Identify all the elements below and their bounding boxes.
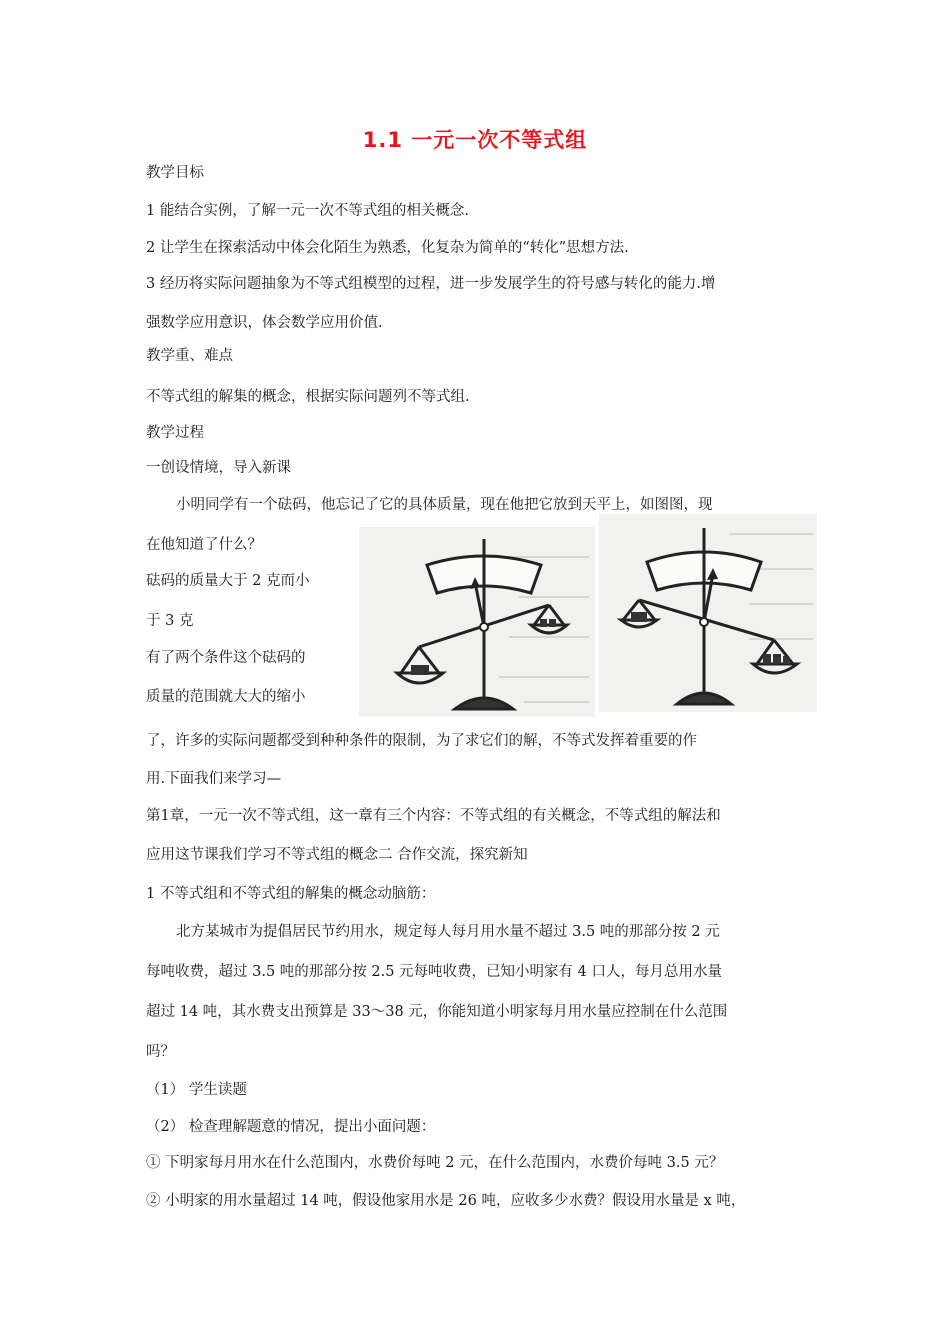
answer-line-3: 有了两个条件这个砝码的 xyxy=(146,650,306,666)
paragraph-constraints: 了，许多的实际问题都受到种种条件的限制，为了求它们的解，不等式发挥着重要的作 xyxy=(146,733,697,749)
problem-line-4: 吗？ xyxy=(146,1044,175,1060)
step-2: （2） 检查理解题意的情况，提出小面问题： xyxy=(146,1119,436,1135)
balance-scale-left-icon xyxy=(359,527,595,717)
paragraph-weight-intro: 小明同学有一个砝码，他忘记了它的具体质量，现在他把它放到天平上，如图图，现 xyxy=(176,497,713,513)
step-1: （1） 学生读题 xyxy=(146,1082,247,1098)
answer-line-2: 于 3 克 xyxy=(146,613,194,629)
question-1: ① 下明家每月用水在什么范围内，水费价每吨 2 元，在什么范围内，水费价每吨 3.5 元？ xyxy=(146,1155,724,1171)
answer-line-4: 质量的范围就大大的缩小 xyxy=(146,689,306,705)
answer-line-1: 砝码的质量大于 2 克而小 xyxy=(146,573,310,589)
objective-3-cont: 强数学应用意识，体会数学应用价值. xyxy=(146,315,383,331)
section-concepts: 1 不等式组和不等式组的解集的概念动脑筋： xyxy=(146,886,436,902)
heading-key-points: 教学重、难点 xyxy=(146,348,233,364)
key-points-text: 不等式组的解集的概念，根据实际问题列不等式组. xyxy=(146,389,470,405)
balance-scale-right-figure xyxy=(599,514,817,712)
paragraph-constraints-cont: 用.下面我们来学习— xyxy=(146,771,282,787)
paragraph-chapter: 第1章，一元一次不等式组，这一章有三个内容：不等式组的有关概念，不等式组的解法和 xyxy=(146,808,721,824)
heading-objectives: 教学目标 xyxy=(146,165,204,181)
objective-3: 3 经历将实际问题抽象为不等式组模型的过程，进一步发展学生的符号感与转化的能力.增 xyxy=(146,276,716,292)
page-title: 1.1 一元一次不等式组 xyxy=(362,128,588,152)
balance-scale-left-figure xyxy=(359,527,595,717)
problem-line-2: 每吨收费，超过 3.5 吨的那部分按 2.5 元每吨收费，已知小明家有 4 口人，每月总用水量 xyxy=(146,964,722,980)
heading-process: 教学过程 xyxy=(146,425,204,441)
paragraph-chapter-cont: 应用这节课我们学习不等式组的概念二 合作交流，探究新知 xyxy=(146,847,528,863)
problem-line-3: 超过 14 吨，其水费支出预算是 33～38 元，你能知道小明家每月用水量应控制在什么范围 xyxy=(146,1004,728,1020)
paragraph-weight-question: 在他知道了什么？ xyxy=(146,537,262,553)
objective-2: 2 让学生在探索活动中体会化陌生为熟悉，化复杂为简单的“转化”思想方法. xyxy=(146,240,629,256)
balance-scale-right-icon xyxy=(599,514,817,712)
objective-1: 1 能结合实例，了解一元一次不等式组的相关概念. xyxy=(146,203,469,219)
section-1-heading: 一创设情境，导入新课 xyxy=(146,460,291,476)
problem-line-1: 北方某城市为提倡居民节约用水，规定每人每月用水量不超过 3.5 吨的那部分按 2 元 xyxy=(176,924,720,940)
question-2: ② 小明家的用水量超过 14 吨，假设他家用水是 26 吨，应收多少水费？假设用水量是 x 吨， xyxy=(146,1193,746,1209)
